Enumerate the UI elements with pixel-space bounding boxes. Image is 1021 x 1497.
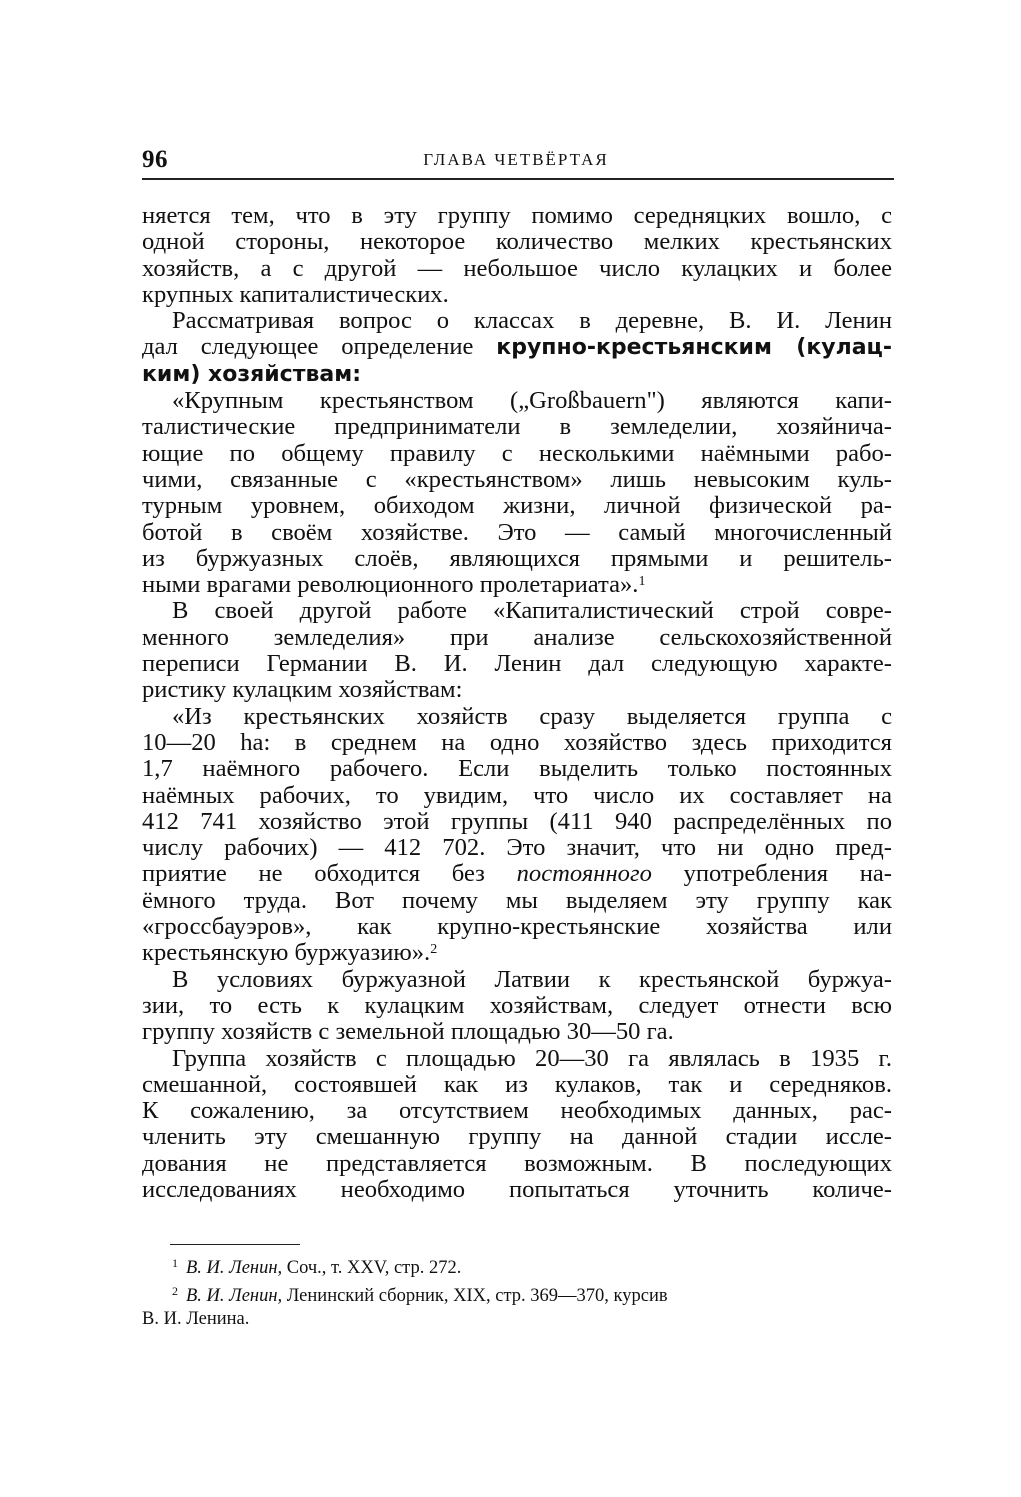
quote-line: из буржуазных слоёв, являющихся прямыми и решитель-: [142, 544, 892, 572]
footnote-ref: 1: [638, 574, 646, 590]
footnotes: [142, 1252, 894, 1331]
text-span: ными врагами революционного пролетариата».: [142, 571, 639, 599]
footnote-text: Соч., т. XXV, стр. 272.: [282, 1258, 462, 1278]
footnote-2-continuation: В. И. Ленина.: [142, 1309, 250, 1329]
footnote-text: Ленинский сборник, XIX, стр. 369—370, курсив: [282, 1286, 668, 1306]
text-span: приятие не обходится без: [142, 860, 517, 888]
italic-emphasis: постоянного: [516, 860, 652, 888]
quote-line: ющие по общему правилу с несколькими наёмными рабо-: [142, 439, 892, 467]
running-head: ГЛАВА ЧЕТВЁРТАЯ: [423, 150, 609, 169]
quote-line: [142, 861, 892, 887]
text-line: дования не представляется возможным. В последующих: [142, 1149, 892, 1177]
quote-line: ботой в своём хозяйстве. Это — самый многочисленный: [142, 518, 892, 546]
text-line: Рассматривая вопрос о классах в деревне, В. И. Ленин: [172, 307, 892, 335]
footnote-author: В. И. Ленин,: [186, 1258, 283, 1278]
text-line: Группа хозяйств с площадью 20—30 га являлась в 1935 г.: [172, 1044, 892, 1072]
quote-line: наёмных рабочих, то увидим, что число их составляет на: [142, 781, 892, 809]
text-span: крестьянскую буржуазию».: [142, 939, 431, 967]
footnote-2: [142, 1280, 894, 1308]
quote-line: чими, связанные с «крестьянством» лишь невысоким куль-: [142, 465, 892, 493]
footnote-rule: [170, 1244, 300, 1245]
text-span: употребления на-: [651, 860, 892, 888]
footnote-1: [142, 1252, 894, 1280]
header-rule: [142, 178, 894, 180]
page-header: [142, 146, 890, 174]
quote-line: 10—20 ha: в среднем на одно хозяйство здесь приходится: [142, 728, 892, 756]
text-line: зии, то есть к кулацким хозяйствам, следует отнести всю: [142, 991, 892, 1019]
quote-line: 1,7 наёмного рабочего. Если выделить только постоянных: [142, 755, 892, 783]
bold-term: ким) хозяйствам:: [142, 361, 362, 387]
quote-line: «Из крестьянских хозяйств сразу выделяется группа с: [172, 702, 892, 730]
quote-line: [142, 940, 892, 966]
quote-line: [142, 572, 892, 598]
quote-line: талистические предприниматели в земледелии, хозяйнича-: [142, 413, 892, 441]
text-line: группу хозяйств с земельной площадью 30—50 га.: [142, 1018, 674, 1046]
text-line: В своей другой работе «Капиталистический строй совре-: [172, 597, 892, 625]
text-line: К сожалению, за отсутствием необходимых данных, рас-: [142, 1097, 892, 1125]
text-line: смешанной, состоявшей как из кулаков, так и середняков.: [142, 1070, 892, 1098]
text-line: няется тем, что в эту группу помимо середняцких вошло, с: [142, 202, 892, 229]
text-span: дал следующее определение: [142, 333, 497, 361]
text-line: членить эту смешанную группу на данной стадии иссле-: [142, 1123, 892, 1151]
text-line: В условиях буржуазной Латвии к крестьянской буржуа-: [172, 965, 892, 993]
text-line: [142, 334, 892, 361]
text-line: крупных капиталистических.: [142, 280, 449, 308]
quote-line: турным уровнем, обиходом жизни, личной физической ра-: [142, 492, 892, 520]
text-line: исследованиях необходимо попытаться уточнить количе-: [142, 1175, 892, 1203]
text-line: менного земледелия» при анализе сельскохозяйственной: [142, 623, 892, 651]
footnote-mark: 2: [172, 1284, 178, 1298]
body-text: [142, 203, 892, 1203]
text-line: одной стороны, некоторое количество мелких крестьянских: [142, 228, 892, 256]
footnote-mark: 1: [172, 1256, 178, 1270]
quote-line: ёмного труда. Вот почему мы выделяем эту группу как: [142, 886, 892, 914]
text-line: ристику кулацким хозяйствам:: [142, 676, 463, 704]
footnote-ref: 2: [430, 942, 438, 958]
footnote-author: В. И. Ленин,: [186, 1286, 283, 1306]
quote-line: числу рабочих) — 412 702. Это значит, что ни одно пред-: [142, 834, 892, 862]
quote-line: «Крупным крестьянством („Großbauern") являются капи-: [172, 387, 892, 415]
text-line: переписи Германии В. И. Ленин дал следующую характе-: [142, 650, 892, 678]
page-number: 96: [142, 146, 168, 173]
bold-term: крупно-крестьянским (кулац-: [496, 335, 892, 361]
quote-line: «гроссбауэров», как крупно-крестьянские хозяйства или: [142, 913, 892, 941]
text-line: хозяйств, а с другой — небольшое число кулацких и более: [142, 254, 892, 282]
quote-line: 412 741 хозяйство этой группы (411 940 распределённых по: [142, 807, 892, 835]
